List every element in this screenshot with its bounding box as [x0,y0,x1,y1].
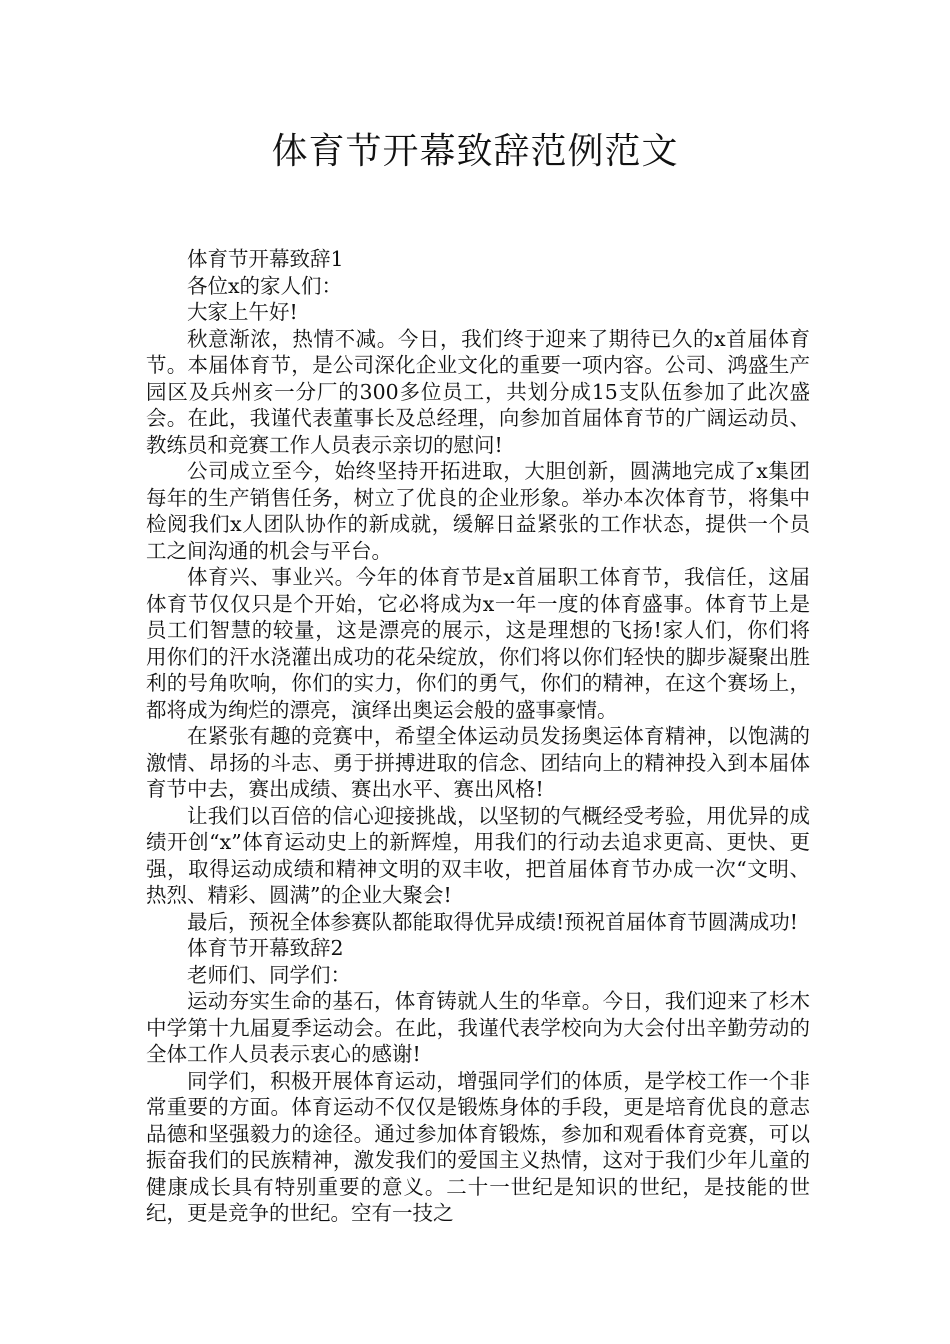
paragraph: 体育兴、事业兴。今年的体育节是x首届职工体育节，我信任，这届体育节仅仅只是个开始，它必将成为x一年一度的体育盛事。体育节上是员工们智慧的较量，这是漂亮的展示，这是理想的飞扬!家人们，你们将用你们的汗水浇灌出成功的花朵绽放，你们将以你们轻快的脚步凝聚出胜利的号角吹响，你们的实力，你们的勇气，你们的精神，在这个赛场上，都将成为绚烂的漂亮，演绎出奥运会般的盛事豪情。 [146,565,810,722]
paragraph-heading-1: 体育节开幕致辞1 [187,247,344,271]
paragraph: 秋意渐浓，热情不减。今日，我们终于迎来了期待已久的x首届体育节。本届体育节，是公司深化企业文化的重要一项内容。公司、鸿盛生产园区及兵州亥一分厂的300多位员工，共划分成15支队伍参加了此次盛会。在此，我谨代表董事长及总经理，向参加首届体育节的广阔运动员、教练员和竞赛工作人员表示亲切的慰问! [146,326,810,457]
paragraph: 同学们，积极开展体育运动，增强同学们的体质，是学校工作一个非常重要的方面。体育运动不仅仅是锻炼身体的手段，更是培育优良的意志品德和坚强毅力的途径。通过参加体育锻炼，参加和观看体育竞赛，可以振奋我们的民族精神，激发我们的爱国主义热情，这对于我们少年儿童的健康成长具有特别重要的意义。二十一世纪是知识的世纪，是技能的世纪，更是竞争的世纪。空有一技之 [146,1068,810,1225]
paragraph-salutation-2: 老师们、同学们： [187,962,351,987]
document-title: 体育节开幕致辞范例范文 [271,131,679,172]
paragraph: 在紧张有趣的竞赛中，希望全体运动员发扬奥运体育精神，以饱满的激情、昂扬的斗志、勇于拼搏进取的信念、团结向上的精神投入到本届体育节中去，赛出成绩、赛出水平、赛出风格! [146,724,810,801]
document-body [146,246,810,1227]
paragraph-heading-2: 体育节开幕致辞2 [187,936,344,960]
paragraph-salutation-1: 各位x的家人们： [187,273,343,298]
paragraph-closing: 最后，预祝全体参赛队都能取得优异成绩!预祝首届体育节圆满成功! [187,909,798,934]
paragraph: 公司成立至今，始终坚持开拓进取，大胆创新，圆满地完成了x集团每年的生产销售任务，树立了优良的企业形象。举办本次体育节，将集中检阅我们x人团队协作的新成就，缓解日益紧张的工作状态，提供一个员工之间沟通的机会与平台。 [146,459,810,563]
paragraph: 让我们以百倍的信心迎接挑战，以坚韧的气概经受考验，用优异的成绩开创“x”体育运动史上的新辉煌，用我们的行动去追求更高、更快、更强，取得运动成绩和精神文明的双丰收，把首届体育节办成一次“文明、热烈、精彩、圆满”的企业大聚会! [146,803,810,907]
paragraph: 运动夯实生命的基石，体育铸就人生的华章。今日，我们迎来了杉木中学第十九届夏季运动会。在此，我谨代表学校向为大会付出辛勤劳动的全体工作人员表示衷心的感谢! [146,989,810,1066]
paragraph-greeting: 大家上午好! [187,300,298,324]
